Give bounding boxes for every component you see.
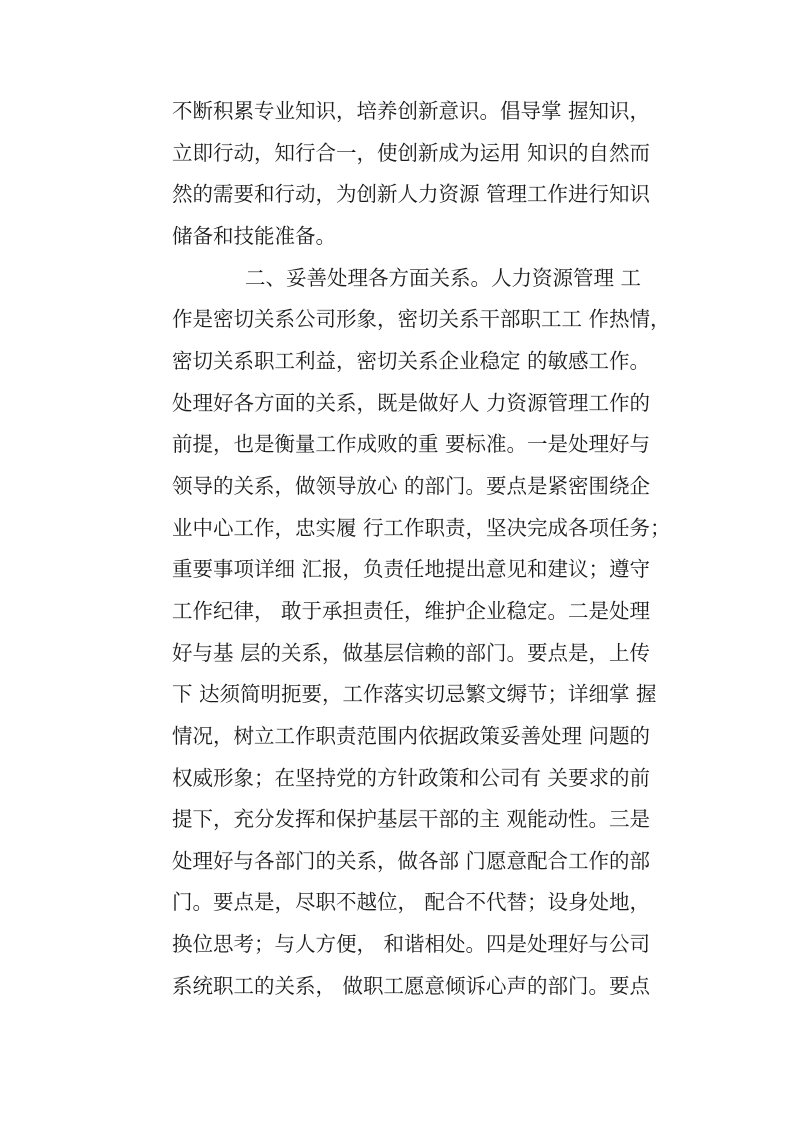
text-line: 二、妥善处理各方面关系。人力资源管理 工 [245,265,642,290]
text-line: 业中心工作，忠实履 行工作职责，坚决完成各项任务； [172,515,671,540]
text-line: 情况，树立工作职责范围内依据政策妥善处理 问题的 [172,723,651,748]
text-line: 换位思考；与人方便， 和谐相处。四是处理好与公司 [172,932,651,957]
paragraph-2 [172,258,671,1008]
text-line: 重要事项详细 汇报，负责任地提出意见和建议；遵守 [172,557,651,582]
text-line: 处理好各方面的关系，既是做好人 力资源管理工作的 [172,390,651,415]
text-line: 领导的关系，做领导放心 的部门。要点是紧密围绕企 [172,473,651,498]
text-line: 作是密切关系公司形象，密切关系干部职工工 作热情， [172,307,671,332]
text-line: 系统职工的关系， 做职工愿意倾诉心声的部门。要点 [172,973,651,998]
document-page [172,91,671,1007]
text-line: 处理好与各部门的关系，做各部 门愿意配合工作的部 [172,848,651,873]
text-line: 门。要点是，尽职不越位， 配合不代替；设身处地， [172,890,651,915]
text-line: 下 达须简明扼要，工作落实切忌繁文缛节；详细掌 握 [172,682,657,707]
text-line: 权威形象；在坚持党的方针政策和公司有 关要求的前 [172,765,651,790]
text-line: 前提，也是衡量工作成败的重 要标准。一是处理好与 [172,432,651,457]
text-line: 工作纪律， 敢于承担责任，维护企业稳定。二是处理 [172,598,651,623]
text-line: 立即行动，知行合一，使创新成为运用 知识的自然而 [172,140,651,165]
text-line: 不断积累专业知识，培养创新意识。倡导掌 握知识， [172,99,651,123]
text-line: 密切关系职工利益，密切关系企业稳定 的敏感工作。 [172,348,651,373]
text-line: 储备和技能准备。 [172,223,336,248]
text-line: 提下，充分发挥和保护基层干部的主 观能动性。三是 [172,807,651,832]
paragraph-1 [172,91,651,258]
text-line: 好与基 层的关系，做基层信赖的部门。要点是，上传 [172,640,651,665]
text-line: 然的需要和行动，为创新人力资源 管理工作进行知识 [172,182,651,207]
